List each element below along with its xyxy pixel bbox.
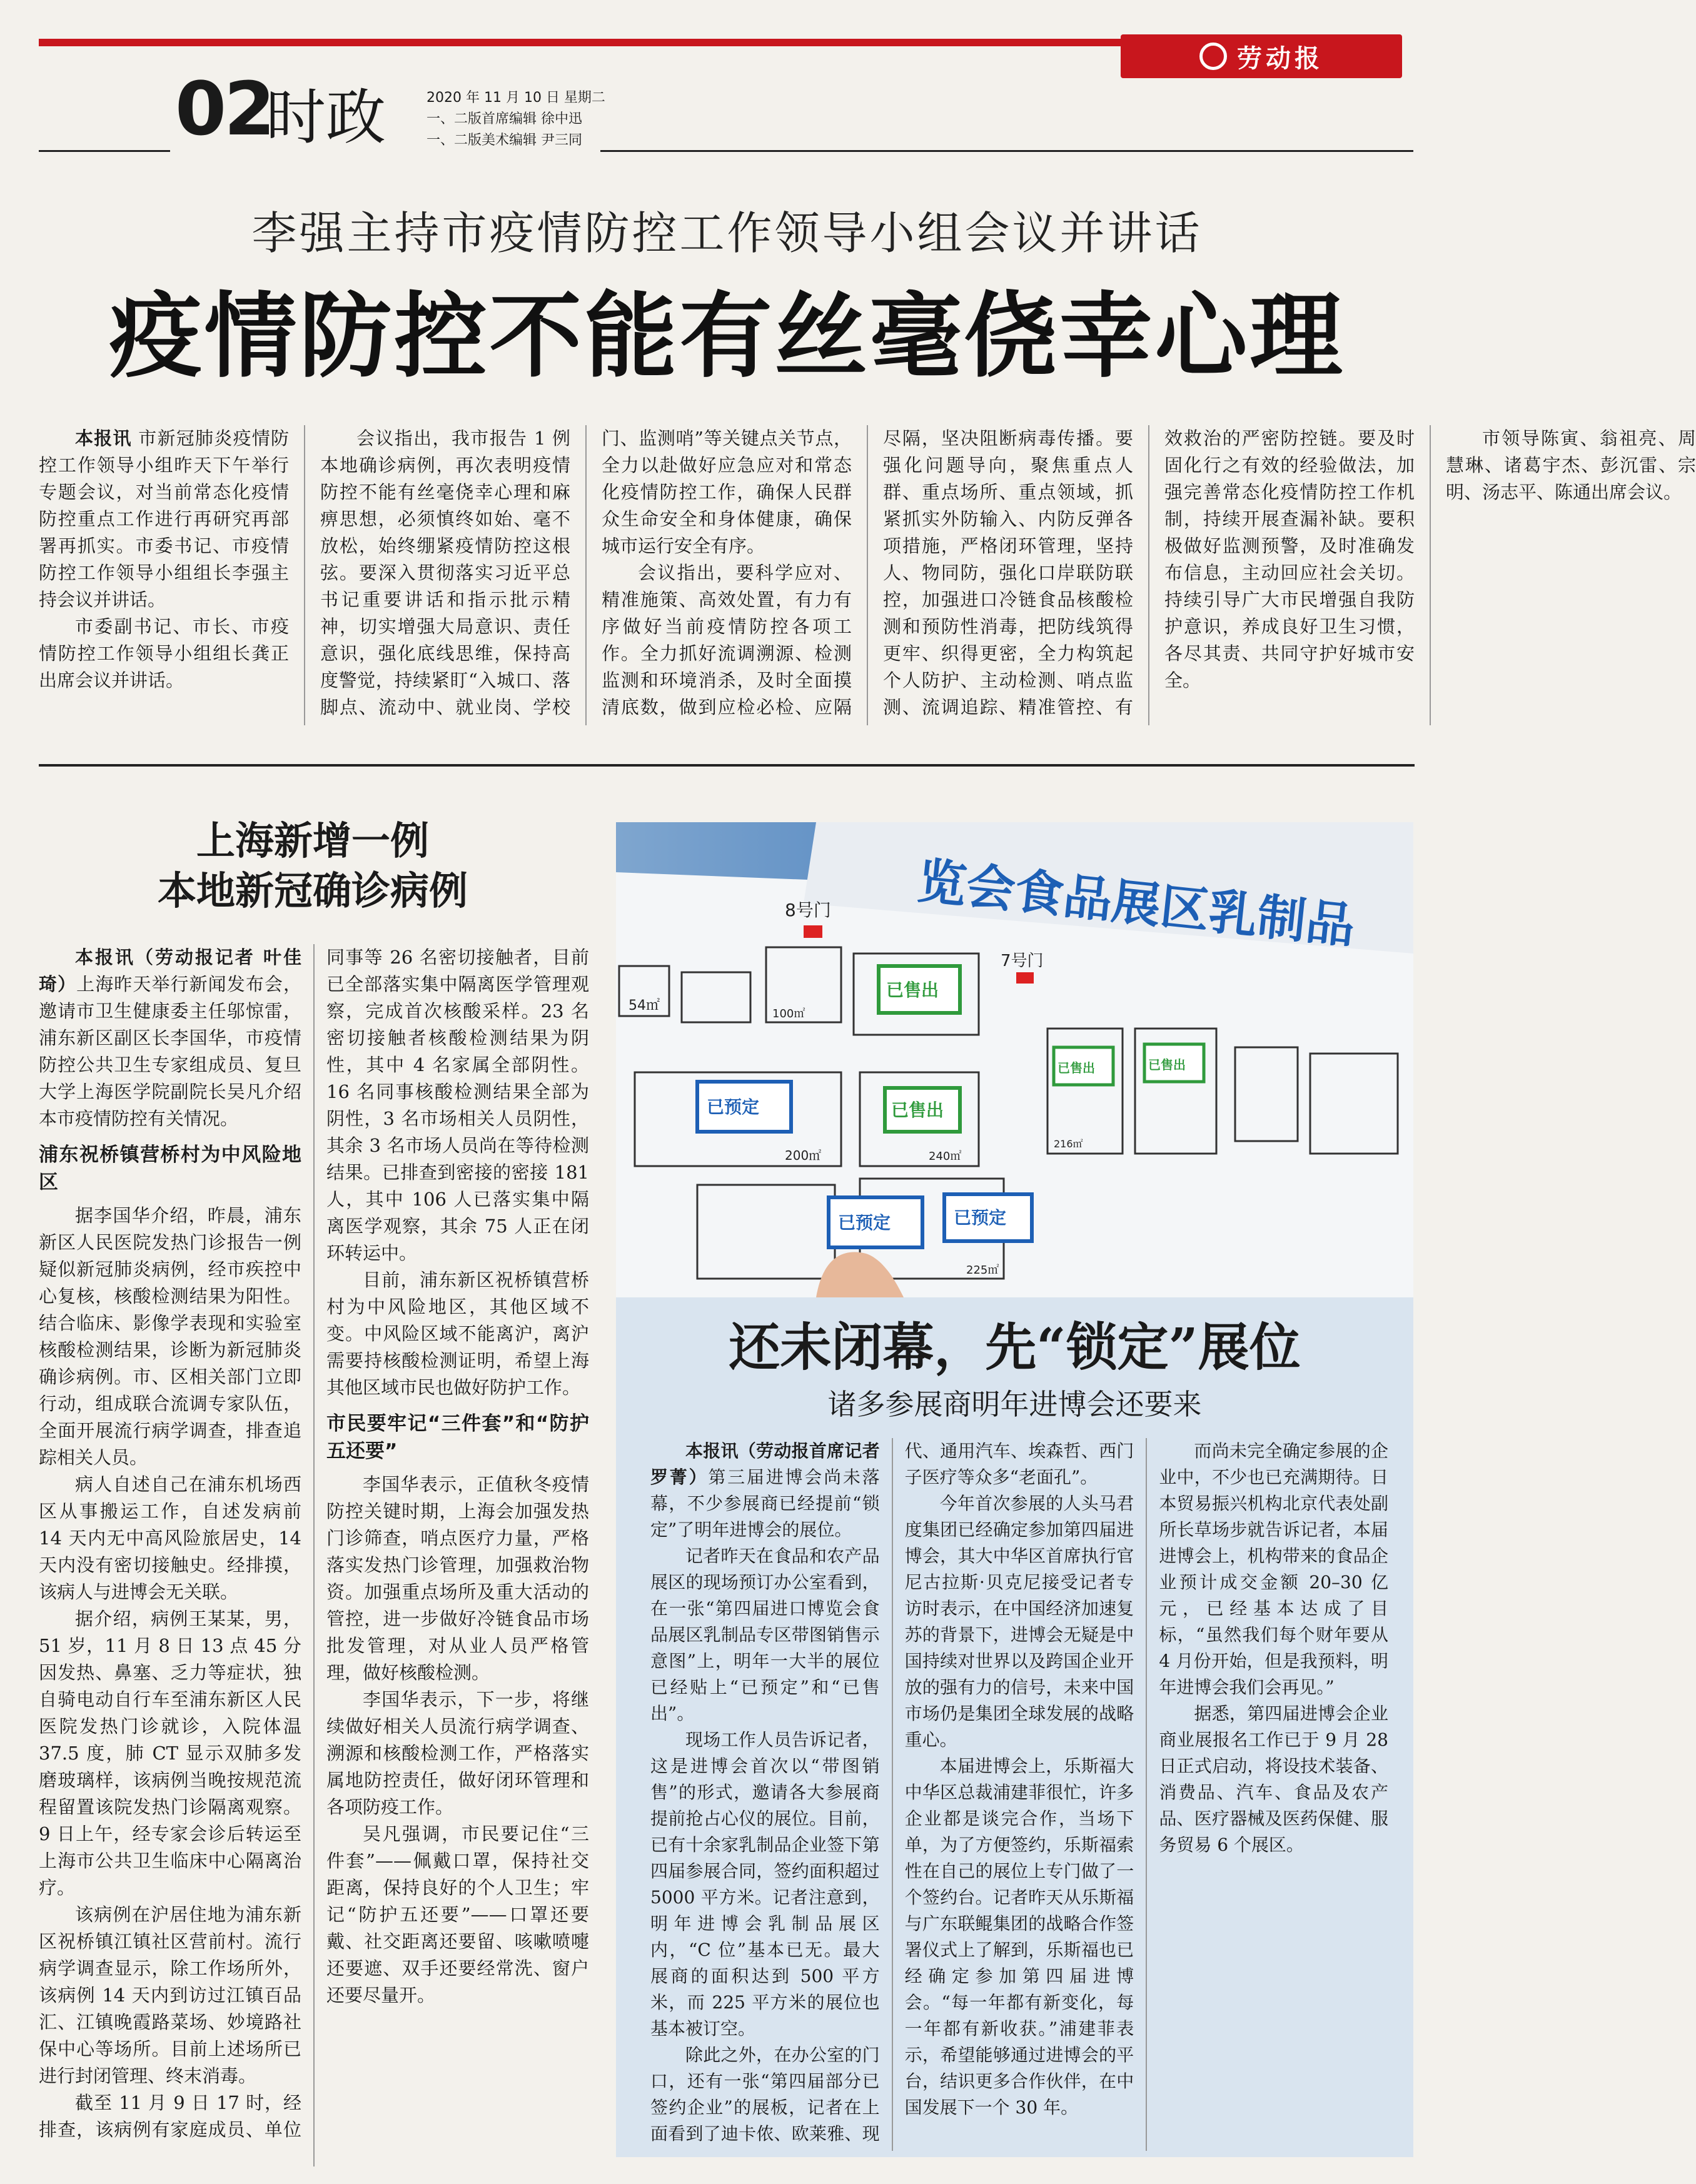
sign-reserved-text: 已预定 <box>838 1212 891 1233</box>
logo-mark-icon <box>1199 43 1227 70</box>
gate-8-marker <box>804 925 822 938</box>
area-label-225: 225㎡ <box>966 1264 999 1277</box>
section-title: 时政 <box>266 83 386 153</box>
sign-sold-text: 已售出 <box>1148 1057 1186 1072</box>
lead-kicker: 李强主持市疫情防控工作领导小组会议并讲话 <box>251 207 1203 259</box>
right-para: 本报讯（劳动报首席记者 罗菁）第三届进博会尚未落幕，不少参展商已经提前“锁定”了明年进博会的展位。 <box>650 1441 880 1540</box>
right-story-title: 还未闭幕，先“锁定”展位 <box>729 1317 1301 1377</box>
gate-7-label: 7号门 <box>1001 952 1044 970</box>
right-byline: 本报讯（劳动报首席记者 罗菁） <box>650 1441 880 1487</box>
left-para: 据李国华介绍，昨晨，浦东新区人民医院发热门诊报告一例疑似新冠肺炎病例，经市疾控中心复核，核酸检测结果为阳性。结合临床、影像学表现和实验室核酸检测结果，诊断为新冠肺炎确诊病例。市、区相关部门立即行动，组成联合流调专家队伍，全面开展流行病学调查，排查追踪相关人员。 <box>39 1205 301 1468</box>
booth-map-illustration <box>616 822 1413 1297</box>
lead-para: 市委副书记、市长、市疫情防控工作领导小组组长龚正出席会议并讲话。 <box>39 616 289 691</box>
left-title-line1: 上海新增一例 <box>196 818 429 863</box>
gate-7-marker <box>1016 972 1034 984</box>
lead-byline: 本报讯 <box>75 428 132 449</box>
right-para: 而尚未完全确定参展的企业中，不少也已充满期待。日本贸易振兴机构北京代表处副所长草场步就告诉记者，本届进博会上，机构带来的食品企业预计成交金额 20–30 亿元，已经基本达成了目标，“虽然我们每个财年要从 4 月份开始，但是我预料，明年进博会我们会再见。” <box>1159 1441 1388 1698</box>
masthead-rule-left <box>39 150 170 152</box>
left-para: 吴凡强调，市民要记住“三件套”——佩戴口罩，保持社交距离，保持良好的个人卫生；牢记“防护五还要”——口罩还要戴、社交距离还要留、咳嗽喷嚏还要遮、双手还要经常洗、窗户还要尽量开。 <box>326 1823 589 2006</box>
lead-para: 会议指出，要科学应对、精准施策、高效处置，有力有序做好当前疫情防控各项工作。全力抓好流调溯源、检测监测和环境消杀，及时全面摸清底数，做到应检必检、应隔尽隔，坚决阻断病毒传播。要强化问题导向，聚焦重点人群、重点场所、重点领域，抓紧抓实外防输入、内防反弹各项措施，严格闭环管理，坚持人、物同防，强化口岸联防联控，加强进口冷链食品核酸检测和预防性消毒，把防线筑得更牢、织得更密，全力构筑起个人防护、主动检测、哨点监测、流调追踪、精准管控、有效救治的严密防控链。要及时固化行之有效的经验做法，加强完善常态化疫情防控工作机制，持续开展查漏补缺。要积极做好监测预警，及时准确发布信息，主动回应社会关切。持续引导广大市民增强自我防护意识，养成良好卫生习惯，各尽其责、共同守护好城市安全。 <box>602 428 1415 718</box>
left-byline: 本报讯（劳动报记者 叶佳琦） <box>39 947 301 995</box>
left-para: 李国华表示，正值秋冬疫情防控关键时期，上海会加强发热门诊筛查，哨点医疗力量，严格落实发热门诊管理，加强救治物资。加强重点场所及重大活动的管控，进一步做好冷链食品市场批发管理，对从业人员严格管理，做好核酸检测。 <box>326 1474 589 1683</box>
lead-headline: 疫情防控不能有丝毫侥幸心理 <box>109 281 1345 390</box>
right-para: 今年首次参展的人头马君度集团已经确定参加第四届进博会，其大中华区首席执行官尼古拉斯·贝克尼接受记者专访时表示，在中国经济加速复苏的背景下，进博会无疑是中国持续对世界以及跨国企业开放的强有力的信号，未来中国市场仍是集团全球发展的战略重心。 <box>904 1493 1134 1750</box>
sign-sold-text: 已售出 <box>886 980 939 1000</box>
area-label-100: 100㎡ <box>772 1007 805 1020</box>
area-label-54: 54㎡ <box>628 998 660 1014</box>
lead-story-body <box>39 425 1696 725</box>
masthead-rule-right <box>600 150 1413 152</box>
left-para: 病人自述自己在浦东机场西区从事搬运工作，自述发病前 14 天内无中高风险旅居史，14 天内没有密切接触史。经排摸，该病人与进博会无关联。 <box>39 1474 301 1603</box>
logo-text: 劳动报 <box>1237 44 1323 73</box>
left-para: 该病例在沪居住地为浦东新区祝桥镇江镇社区营前村。流行病学调查显示，除工作场所外，该病例 14 天内到访过江镇百品汇、江镇晚霞路菜场、妙境路社保中心等场所。目前上述场所已进行封闭管理、终末消毒。 <box>39 1904 301 2086</box>
masthead-logo <box>1121 34 1402 78</box>
right-story-subtitle: 诸多参展商明年进博会还要来 <box>827 1387 1202 1421</box>
left-subhead: 浦东祝桥镇营桥村为中风险地区 <box>39 1144 301 1194</box>
area-label-200: 200㎡ <box>785 1148 822 1163</box>
banner-text: 览会食品展区乳制品 <box>915 853 1358 955</box>
left-para: 本报讯（劳动报记者 叶佳琦）上海昨天举行新闻发布会，邀请市卫生健康委主任邬惊雷，浦东新区副区长李国华，市疫情防控公共卫生专家组成员、复旦大学上海医学院副院长吴凡介绍本市疫情防控有关情况。 <box>39 947 301 1129</box>
edition-date: 2020 年 11 月 10 日 星期二 <box>427 90 605 106</box>
sign-reserved-text: 已预定 <box>707 1097 760 1117</box>
left-story-body <box>39 944 589 2166</box>
lead-para: 本报讯 市新冠肺炎疫情防控工作领导小组昨天下午举行专题会议，对当前常态化疫情防控重点工作进行再研究再部署再抓实。市委书记、市疫情防控工作领导小组组长李强主持会议并讲话。 <box>39 428 289 610</box>
right-para: 记者昨天在食品和农产品展区的现场预订办公室看到，在一张“第四届进口博览会食品展区乳制品专区带图销售示意图”上，明年一大半的展位已经贴上“已预定”和“已售出”。 <box>650 1546 880 1724</box>
left-story-title <box>41 816 585 916</box>
area-label-216: 216㎡ <box>1054 1138 1083 1150</box>
right-para: 本届进博会上，乐斯福大中华区总裁浦建菲很忙，许多企业都是谈完合作，当场下单，为了方便签约，乐斯福索性在自己的展位上专门做了一个签约台。记者昨天从乐斯福与广东联鲲集团的战略合作签署仪式上了解到，乐斯福也已经确定参加第四届进博会。“每一年都有新变化，每一年都有新收获。”浦建菲表示，希望能够通过进博会的平台，结识更多合作伙伴，在中国发展下一个 30 年。 <box>904 1756 1134 2118</box>
art-editor: 一、二版美术编辑 尹三同 <box>427 133 582 148</box>
left-para: 目前，浦东新区祝桥镇营桥村为中风险地区，其他区域不变。中风险区域不能离沪，离沪需要持核酸检测证明，希望上海其他区域市民也做好防护工作。 <box>326 1269 589 1398</box>
right-para: 现场工作人员告诉记者，这是进博会首次以“带图销售”的形式，邀请各大参展商提前抢占心仪的展位。目前，已有十余家乳制品企业签下第四届参展合同，签约面积超过 5000 平方米。记者注意到，明年进博会乳制品展区内，“C 位”基本已无。最大展商的面积达到 500 平方米，而 225 平方米的展位也基本被订空。 <box>650 1729 880 2039</box>
left-para: 截至 11 月 9 日 17 时，经排查，该病例有家庭成员、单位同事等 26 名密切接触者，目前已全部落实集中隔离医学管理观察，完成首次核酸采样。23 名密切接触者核酸检测结果为阴性，其中 4 名家属全部阴性。16 名同事核酸检测结果全部为阴性，3 名市场相关人员阴性，其余 3 名市场人员尚在等待检测结果。已排查到密接的密接 181 人，其中 106 人已落实集中隔离医学观察，其余 75 人正在闭环转运中。 <box>39 947 589 2140</box>
lead-para: 市领导陈寅、翁祖亮、周慧琳、诸葛宇杰、彭沉雷、宗明、汤志平、陈通出席会议。 <box>1446 428 1696 503</box>
expo-booth-map-photo <box>616 822 1413 1297</box>
lead-para: 会议指出，我市报告 1 例本地确诊病例，再次表明疫情防控不能有丝毫侥幸心理和麻痹思想，必须慎终如始、毫不放松，始终绷紧疫情防控这根弦。要深入贯彻落实习近平总书记重要讲话和指示批示精神，切实增强大局意识、责任意识，强化底线思维，保持高度警觉，持续紧盯“入城口、落脚点、流动中、就业岗、学校门、监测哨”等关键点关节点，全力以赴做好应急应对和常态化疫情防控工作，确保人民群众生命安全和身体健康，确保城市运行安全有序。 <box>320 428 852 718</box>
left-subhead: 市民要牢记“三件套”和“防护五还要” <box>326 1412 589 1462</box>
chief-editor: 一、二版首席编辑 徐中迅 <box>427 111 582 127</box>
gate-8-label: 8号门 <box>785 900 831 920</box>
left-title-line2: 本地新冠确诊病例 <box>157 868 468 913</box>
edition-info <box>427 88 605 151</box>
top-red-rule <box>39 39 1121 46</box>
right-story-body <box>650 1438 1388 2151</box>
sign-reserved-text: 已预定 <box>954 1207 1007 1228</box>
page-number: 02 <box>175 66 273 152</box>
right-para: 除此之外，在办公室的门口，还有一张“第四届部分已签约企业”的展板，记者在上面看到了迪卡侬、欧莱雅、现代、通用汽车、埃森哲、西门子医疗等众多“老面孔”。 <box>650 1441 1134 2144</box>
area-label-240: 240㎡ <box>929 1150 962 1163</box>
left-para: 李国华表示，下一步，将继续做好相关人员流行病学调查、溯源和核酸检测工作，严格落实属地防控责任，做好闭环管理和各项防疫工作。 <box>326 1689 589 1818</box>
lead-bottom-rule <box>39 764 1415 767</box>
left-para: 据介绍，病例王某某，男，51 岁，11 月 8 日 13 点 45 分因发热、鼻塞、乏力等症状，独自骑电动自行车至浦东新区人民医院发热门诊就诊，入院体温 37.5 度，肺 CT 显示双肺多发磨玻璃样，该病例当晚按规范流程留置该院发热门诊隔离观察。9 日上午，经专家会诊后转运至上海市公共卫生临床中心隔离治疗。 <box>39 1608 301 1898</box>
sign-sold-text: 已售出 <box>1057 1060 1095 1075</box>
right-para: 据悉，第四届进博会企业商业展报名工作已于 9 月 28 日正式启动，将设技术装备、消费品、汽车、食品及农产品、医疗器械及医药保健、服务贸易 6 个展区。 <box>1159 1703 1388 1855</box>
sign-sold-text: 已售出 <box>891 1100 944 1120</box>
